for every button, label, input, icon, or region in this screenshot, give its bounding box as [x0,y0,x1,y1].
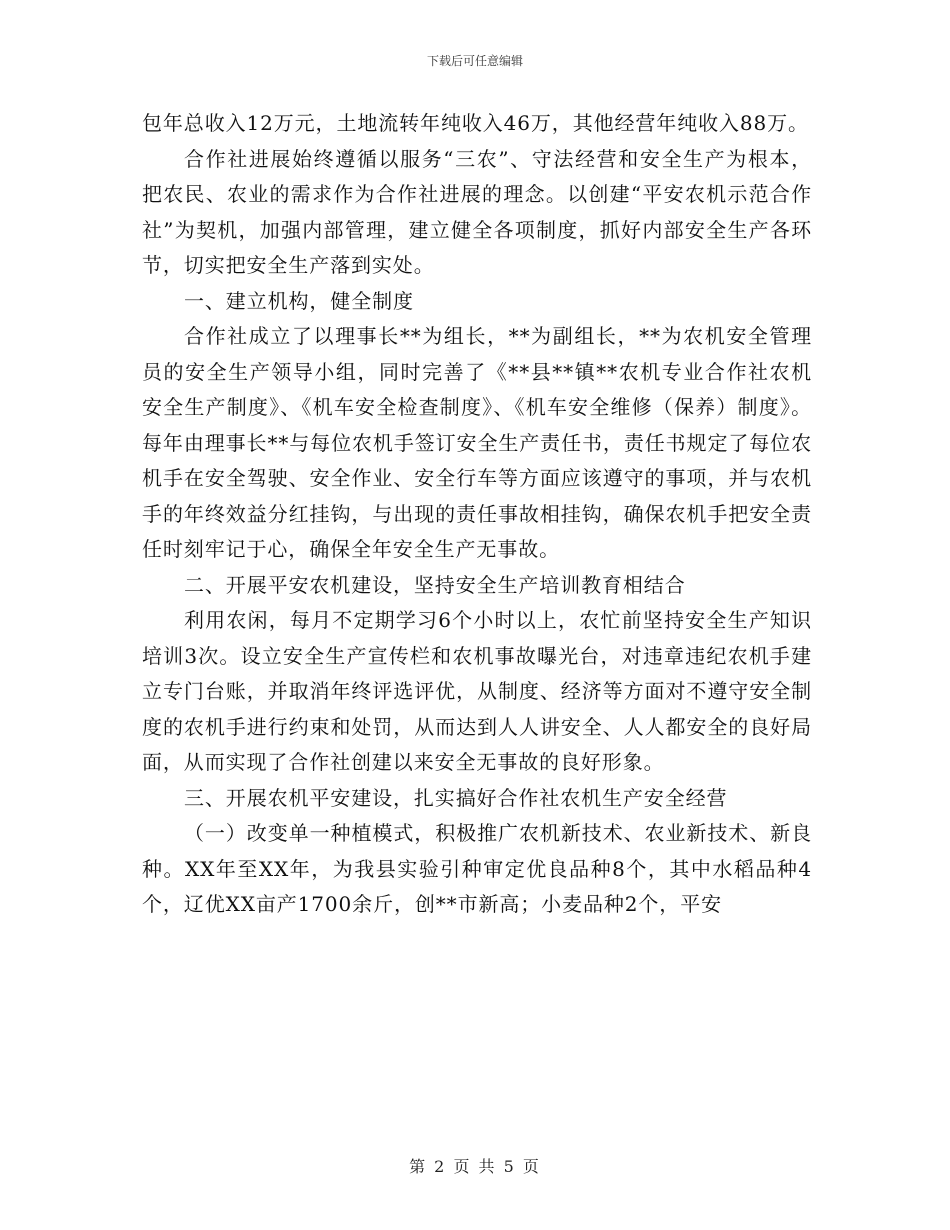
section-heading-3: 三、开展农机平安建设，扎实搞好合作社农机生产安全经营 [184,785,728,810]
section-heading-1: 一、建立机构，健全制度 [184,288,414,313]
paragraph-income: 包年总收入12万元，土地流转年纯收入46万，其他经营年纯收入88万。 [142,111,809,135]
document-body [142,106,812,923]
section-heading-2: 二、开展平安农机建设，坚持安全生产培训教育相结合 [184,572,686,597]
paragraph-principles: 合作社进展始终遵循以服务“三农”、守法经营和安全生产为根本，把农民、农业的需求作为合作社进展的理念。以创建“平安农机示范合作社”为契机，加强内部管理，建立健全各项制度，抓好内部安全生产各环节，切实把安全生产落到实处。 [142,146,812,277]
paragraph-training: 利用农闲，每月不定期学习6个小时以上，农忙前坚持安全生产知识培训3次。设立安全生产宣传栏和农机事故曝光台，对违章违纪农机手建立专门台账，并取消年终评选评优，从制度、经济等方面对不遵守安全制度的农机手进行约束和处罚，从而达到人人讲安全、人人都安全的良好局面，从而实现了合作社创建以来安全无事故的良好形象。 [142,608,812,774]
page-header: 下载后可任意编辑 [426,54,523,68]
page-footer-number: 第 2 页 共 5 页 [409,1157,541,1176]
paragraph-organization: 合作社成立了以理事长**为组长，**为副组长，**为农机安全管理员的安全生产领导小组，同时完善了《**县**镇**农机专业合作社农机安全生产制度》、《机车安全检查制度》、《机车安全维修（保养）制度》。每年由理事长**与每位农机手签订安全生产责任书，责任书规定了每位农机手在安全驾驶、安全作业、安全行车等方面应该遵守的事项，并与农机手的年终效益分红挂钩，与出现的责任事故相挂钩，确保农机手把安全责任时刻牢记于心，确保全年安全生产无事故。 [142,324,812,561]
paragraph-planting-mode: （一）改变单一种植模式，积极推广农机新技术、农业新技术、新良种。XX年至XX年，为我县实验引种审定优良品种8个，其中水稻品种4个，辽优XX亩产1700余斤，创**市新高；小麦品种2个，平安 [142,821,812,916]
